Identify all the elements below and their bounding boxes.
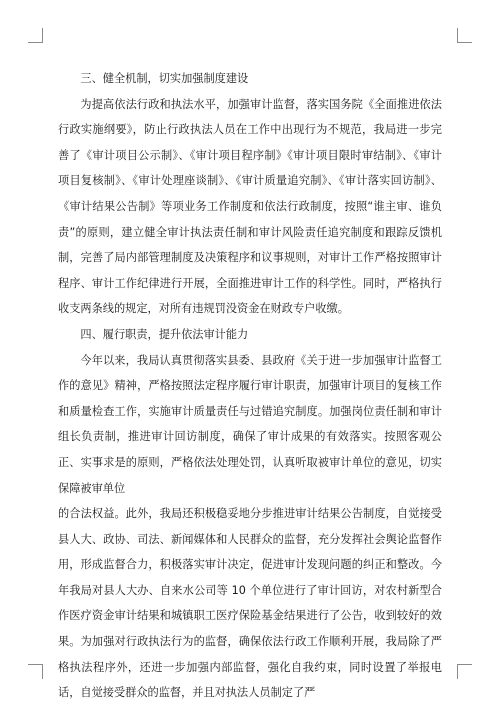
crop-mark-top-right: [457, 28, 472, 43]
crop-mark-bottom-left: [28, 664, 43, 679]
section-heading-3: 三、健全机制，切实加强制度建设: [80, 72, 249, 85]
section-paragraph-3: 为提高依法行政和执法水平，加强审计监督，落实国务院《全面推进依法行政实施纲要》，防止行政执法人员在工作中出现行为不规范，我局进一步完善了《审计项目公示制》、《审计项目程序制》《审计项目限时审结制》、《审计项目复核制》、《审计处理座谈制》、《审计质量追究制》、《审计落实回访制》、《审计结果公告制》等项业务工作制度和依法行政制度，按照“谁主审、谁负责”的原则，建立健全审计执法责任制和审计风险责任追究制度和跟踪反馈机制，完善了局内部管理制度及决策程序和议事规则，对审计工作严格按照审计程序、审计工作纪律进行开展，全面推进审计工作的科学性。同时，严格执行收支两条线的规定，对所有违规罚没资金在财政专户收缴。: [58, 97, 442, 316]
section-paragraph-4: 今年以来，我局认真贯彻落实县委、县政府《关于进一步加强审计监督工作的意见》精神，严格按照法定程序履行审计职责，加强审计项目的复核工作和质量检查工作，实施审计质量责任与过错追究制度。加强岗位责任制和审计组长负责制，推进审计回访制度，确保了审计成果的有效落实。按照客观公正、实事求是的原则，严格依法处理处罚，认真听取被审计单位的意见，切实保障被审单位: [58, 353, 442, 495]
crop-mark-bottom-right: [457, 664, 472, 679]
crop-mark-top-left: [28, 28, 43, 43]
section-paragraph-4-continued: 的合法权益。此外，我局还积极稳妥地分步推进审计结果公告制度，自觉接受县人大、政协、司法、新闻媒体和人民群众的监督，充分发挥社会舆论监督作用，形成监督合力，积极落实审计决定，促进审计发现问题的纠正和整改。今年我局对县人大办、自来水公司等 10 个单位进行了审计回访，对农村新型合作医疗资金审计结果和城镇职工医疗保险基金结果进行了公告，收到较好的效果。为加强对行政执法行为的监督，确保依法行政工作顺利开展，我局除了严格执法程序外，还进一步加强内部监督，强化自我约束，同时设置了举报电话，自觉接受群众的监督，并且对执法人员制定了严: [58, 507, 442, 700]
document-body: [58, 66, 442, 706]
section-heading-4: 四、履行职责，提升依法审计能力: [80, 327, 249, 341]
